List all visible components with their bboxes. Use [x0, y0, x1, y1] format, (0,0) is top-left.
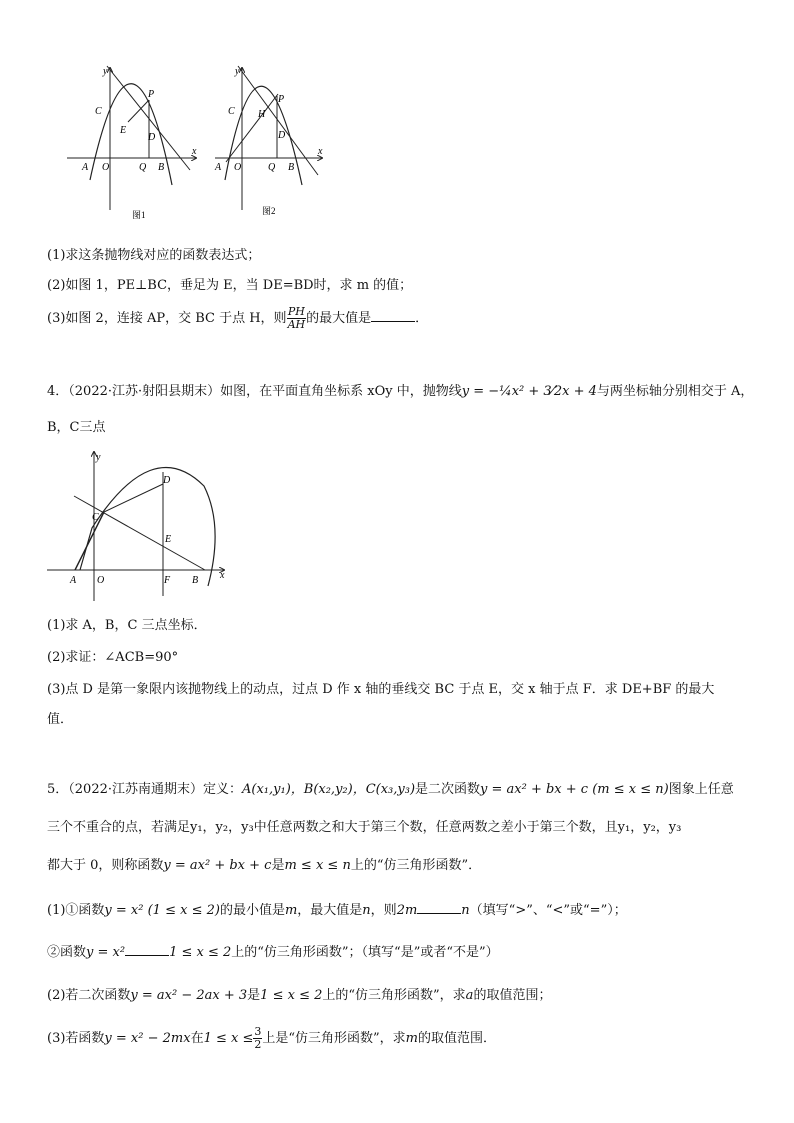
q4-intro-line2: B，C三点	[47, 420, 106, 435]
q5-part1a	[47, 902, 627, 919]
q5-part3-formula: y = x² − 2mx	[104, 1031, 191, 1046]
q5-part3-m: m	[405, 1031, 418, 1046]
q5-line1-mid: 是二次函数	[415, 782, 481, 797]
q4-intro-prefix: 4．（2022·江苏·射阳县期末）如图，在平面直角坐标系 xOy 中，抛物线	[47, 384, 462, 399]
q5-part1a-n2: n	[461, 903, 470, 918]
q4-part3-line1: (3)点 D 是第一象限内该抛物线上的动点，过点 D 作 x 轴的垂线交 BC 于点 E，交 x 轴于点 F．求 DE+BF 的最大	[47, 682, 715, 697]
q5-part1b	[47, 944, 499, 961]
q5-line3	[47, 858, 481, 874]
q3-part3-prefix: (3)如图 2，连接 AP，交 BC 于点 H，则	[47, 311, 287, 326]
q4-label-y: y	[96, 452, 101, 463]
q4-label-x: x	[220, 570, 225, 581]
q5-points: A(x₁,y₁)，B(x₂,y₂)，C(x₃,y₃)	[242, 782, 416, 797]
figure-q4	[42, 446, 237, 608]
fig2-label-d: D	[278, 130, 286, 141]
q5-part1a-m: m	[284, 903, 298, 918]
q5-fraction-numerator: 3	[254, 1025, 262, 1038]
q5-part1b-blank[interactable]	[125, 944, 169, 956]
q5-def-formula: y = ax² + bx + c (m ≤ x ≤ n)	[480, 782, 669, 797]
q5-part2-prefix: (2)若二次函数	[47, 988, 131, 1003]
fig2-label-x: x	[318, 146, 323, 157]
q4-part2: (2)求证：∠ACB=90°	[47, 650, 179, 665]
q5-part3	[47, 1022, 496, 1056]
q5-part1a-blank[interactable]	[417, 902, 461, 914]
q5-part1a-suffix: （填写“>”、“<”或“=”）；	[469, 903, 627, 918]
fig1-label-c: C	[95, 106, 102, 117]
q4-intro	[47, 384, 753, 400]
q5-part1a-n: n	[362, 903, 371, 918]
q5-part3-suffix: 上是“仿三角形函数”，求	[262, 1031, 406, 1046]
q5-fraction-denominator: 2	[254, 1038, 262, 1051]
fig2-caption: 图2	[262, 206, 276, 216]
q5-part2	[47, 988, 551, 1004]
q4-part3-line2: 值．	[47, 712, 74, 727]
q4-line-cd	[104, 484, 163, 512]
fig1-label-b: B	[158, 162, 165, 173]
fig1-label-x: x	[192, 146, 197, 157]
q5-part3-end: 的取值范围．	[418, 1031, 497, 1046]
q5-part1a-prefix: (1)①函数	[47, 903, 105, 918]
q3-part2: (2)如图 1，PE⊥BC，垂足为 E，当 DE=BD时，求 m 的值；	[47, 278, 413, 293]
q5-line3-prefix: 都大于 0，则称函数	[47, 858, 164, 873]
q5-part1b-formula: y = x²	[86, 945, 126, 960]
q5-line1-prefix: 5．（2022·江苏南通期末）定义：	[47, 782, 242, 797]
fig2-label-p: P	[278, 94, 285, 105]
fig1-caption: 图1	[132, 210, 146, 220]
q5-part3-prefix: (3)若函数	[47, 1031, 105, 1046]
fig2-line-bc	[238, 66, 318, 175]
figure-2	[210, 60, 360, 225]
q4-label-f: F	[164, 575, 171, 586]
fig2-label-b: B	[288, 162, 295, 173]
fig1-label-a: A	[82, 162, 89, 173]
q3-answer-blank[interactable]	[371, 310, 415, 322]
fig2-label-h: H	[258, 109, 266, 120]
q5-part3-mid: 在	[190, 1031, 204, 1046]
q5-line2: 三个不重合的点，若满足y₁，y₂，y₃中任意两数之和大于第三个数，任意两数之差小于第三个数，且y₁，y₂，y₃	[47, 820, 682, 835]
fig2-label-o: O	[234, 162, 242, 173]
q3-part3-fraction	[287, 306, 307, 331]
q5-part1a-mid2: ，最大值是	[297, 903, 363, 918]
q3-part1: (1)求这条抛物线对应的函数表达式；	[47, 248, 261, 263]
q5-part2-formula: y = ax² − 2ax + 3	[130, 988, 248, 1003]
q5-part2-end: 的取值范围；	[473, 988, 552, 1003]
q5-part3-range: 1 ≤ x ≤	[203, 1031, 254, 1046]
q3-part3	[47, 302, 428, 336]
q3-fraction-denominator: AH	[287, 318, 306, 331]
q5-part2-a: a	[465, 988, 474, 1003]
q4-label-e: E	[165, 534, 172, 545]
q4-label-a: A	[70, 575, 77, 586]
fig1-label-y: y	[103, 66, 108, 77]
q4-label-o: O	[97, 575, 105, 586]
fig2-label-a: A	[215, 162, 222, 173]
q5-line1	[47, 782, 734, 798]
q4-line-ac	[75, 512, 104, 570]
q5-line1-suffix: 图象上任意	[668, 782, 734, 797]
fig1-segment-pe	[128, 100, 149, 122]
q4-parabola	[80, 467, 215, 586]
q5-part1a-mid: 的最小值是	[219, 903, 285, 918]
q5-part2-range: 1 ≤ x ≤ 2	[260, 988, 323, 1003]
fig1-label-p: P	[148, 89, 155, 100]
q5-part1b-range: 1 ≤ x ≤ 2	[169, 945, 232, 960]
q3-fraction-numerator: PH	[287, 305, 305, 318]
fig2-segment-ap	[226, 94, 278, 162]
fig2-label-y: y	[235, 66, 240, 77]
q5-line3-formula: y = ax² + bx + c	[163, 858, 272, 873]
q5-part2-suffix: 上的“仿三角形函数”，求	[322, 988, 466, 1003]
fig1-label-o: O	[102, 162, 110, 173]
q3-part3-suffix: 的最大值是	[306, 311, 372, 326]
q5-line3-range: m ≤ x ≤ n	[284, 858, 351, 873]
q3-part3-end: ．	[415, 311, 429, 326]
figure-1	[62, 60, 212, 225]
q4-label-d: D	[163, 475, 171, 486]
fig1-label-d: D	[148, 132, 156, 143]
fig1-label-e: E	[120, 125, 127, 136]
q4-intro-suffix: 与两坐标轴分别相交于 A，	[596, 384, 754, 399]
q4-part1: (1)求 A，B，C 三点坐标．	[47, 618, 207, 633]
q4-formula: y = −¼x² + 3⁄2x + 4	[461, 384, 597, 399]
q5-line3-suffix: 上的“仿三角形函数”．	[350, 858, 482, 873]
q5-part1a-mid3: ，则	[370, 903, 397, 918]
q5-part1b-suffix: 上的“仿三角形函数”；（填写“是”或者“不是”）	[231, 945, 499, 960]
fig2-label-c: C	[228, 106, 235, 117]
fig1-label-q: Q	[139, 162, 147, 173]
q5-part2-mid: 是	[247, 988, 261, 1003]
q5-part1b-prefix: ②函数	[47, 945, 87, 960]
q4-label-b: B	[192, 575, 199, 586]
fig2-label-q: Q	[268, 162, 276, 173]
q5-part1a-2m: 2m	[396, 903, 418, 918]
q5-part1a-formula: y = x² (1 ≤ x ≤ 2)	[104, 903, 220, 918]
q5-line3-mid: 是	[271, 858, 285, 873]
q4-label-c: C	[92, 512, 99, 523]
